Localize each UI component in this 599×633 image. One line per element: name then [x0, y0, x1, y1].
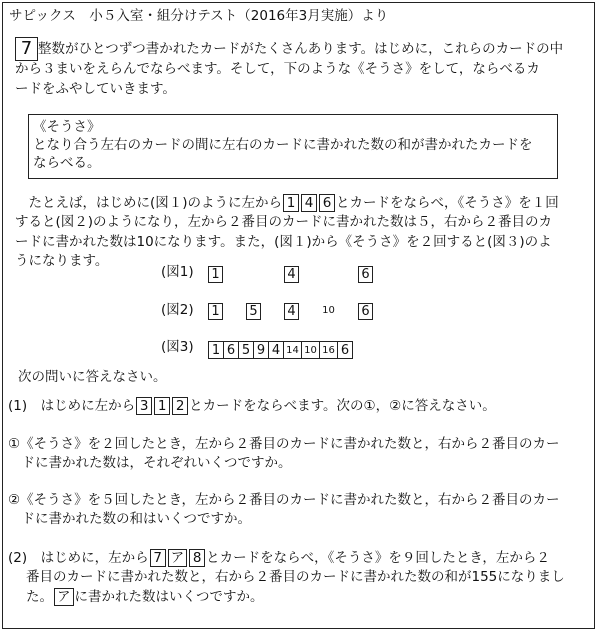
fig3-card-1: 1 — [208, 341, 224, 359]
intro-line-2: から３まいをえらんでならべます。そして，下のような《そうさ》をして，ならべるカ — [15, 61, 540, 77]
fig2-card-2: 5 — [246, 303, 261, 320]
question-2-line-1 — [8, 549, 550, 567]
rule-title: 《そうさ》 — [33, 119, 101, 135]
example-line-1 — [15, 194, 559, 212]
fig3-label: (図3) — [161, 339, 194, 355]
fig3-card-5: 4 — [268, 341, 284, 359]
header-source: サピックス 小５入室・組分けテスト（2016年3月実施）より — [9, 8, 389, 24]
fig3-card-8: 16 — [319, 341, 338, 359]
fig3-card-4: 9 — [253, 341, 269, 359]
q1-sub1-line-2: ドに書かれた数は，それぞれいくつですか。 — [8, 455, 292, 471]
example-line-4: うになります。 — [15, 253, 109, 269]
fig1-card-2: 4 — [284, 266, 299, 283]
q1-card-2: 1 — [154, 397, 170, 415]
question-2-line-3 — [26, 588, 264, 606]
q1-text-pre: (1) はじめに左から — [8, 398, 136, 414]
q2-card-2: ア — [168, 549, 188, 567]
example-card-2: 4 — [301, 194, 317, 212]
q2-card-3: 8 — [189, 549, 205, 567]
fig3-card-row — [208, 341, 352, 359]
q2-text-post: とカードをならべ，《そうさ》を９回したとき，左から２ — [206, 550, 550, 566]
rule-box — [28, 114, 558, 179]
fig1-label: (図1) — [161, 264, 194, 280]
q1-sub2-line-1: ②《そうさ》を５回したとき，左から２番目のカードに書かれた数と，右から２番目のカー — [8, 492, 560, 508]
rule-line-2: ならべる。 — [33, 155, 101, 171]
q1-sub1-line-1: ①《そうさ》を２回したとき，左から２番目のカードに書かれた数と，右から２番目のカー — [8, 436, 560, 452]
q2-line3-post: に書かれた数はいくつですか。 — [74, 589, 264, 605]
question-2-line-2: 番目のカードに書かれた数と，右から２番目のカードに書かれた数の和が155になりまし — [26, 569, 565, 585]
example-line-3: ードに書かれた数は10になります。また，(図１)から《そうさ》を２回すると(図３)のよ — [15, 234, 552, 250]
example-text-post: とカードをならべ，《そうさ》を１回 — [336, 195, 559, 211]
problem-number-box: 7 — [15, 37, 38, 61]
example-text-pre: たとえば，はじめに(図１)のように左から — [15, 195, 283, 211]
fig3-card-6: 14 — [283, 341, 302, 359]
example-card-3: 6 — [319, 194, 335, 212]
rule-line-1: となり合う左右のカードの間に左右のカードに書かれた数の和が書かれたカードを — [33, 137, 533, 153]
fig1-card-1: 1 — [208, 266, 223, 283]
q1-text-post: とカードをならべます。次の①，②に答えなさい。 — [189, 398, 496, 414]
fig2-label: (図2) — [161, 302, 194, 318]
fig2-card-4: 10 — [322, 305, 335, 316]
q2-line3-pre: た。 — [26, 589, 53, 605]
fig3-card-9: 6 — [337, 341, 353, 359]
instruction: 次の問いに答えなさい。 — [18, 369, 167, 385]
intro-line-3: ードをふやしていきます。 — [15, 81, 176, 97]
q2-unknown-card: ア — [54, 588, 74, 606]
intro-line-1: 整数がひとつずつ書かれたカードがたくさんあります。はじめに，これらのカードの中 — [38, 41, 564, 57]
fig2-card-5: 6 — [358, 303, 373, 320]
example-line-2: すると(図２)のようになり，左から２番目のカードに書かれた数は５，右から２番目のカ — [15, 214, 553, 230]
fig3-card-2: 6 — [223, 341, 239, 359]
fig2-card-3: 4 — [284, 303, 299, 320]
q1-card-3: 2 — [172, 397, 188, 415]
q1-card-1: 3 — [136, 397, 152, 415]
q2-card-1: 7 — [150, 549, 166, 567]
q2-text-pre: (2) はじめに，左から — [8, 550, 149, 566]
example-card-1: 1 — [283, 194, 299, 212]
fig1-card-3: 6 — [358, 266, 373, 283]
fig3-card-7: 10 — [301, 341, 320, 359]
question-1 — [8, 397, 496, 415]
q1-sub2-line-2: ドに書かれた数の和はいくつですか。 — [8, 511, 251, 527]
fig2-card-1: 1 — [208, 303, 223, 320]
fig3-card-3: 5 — [238, 341, 254, 359]
